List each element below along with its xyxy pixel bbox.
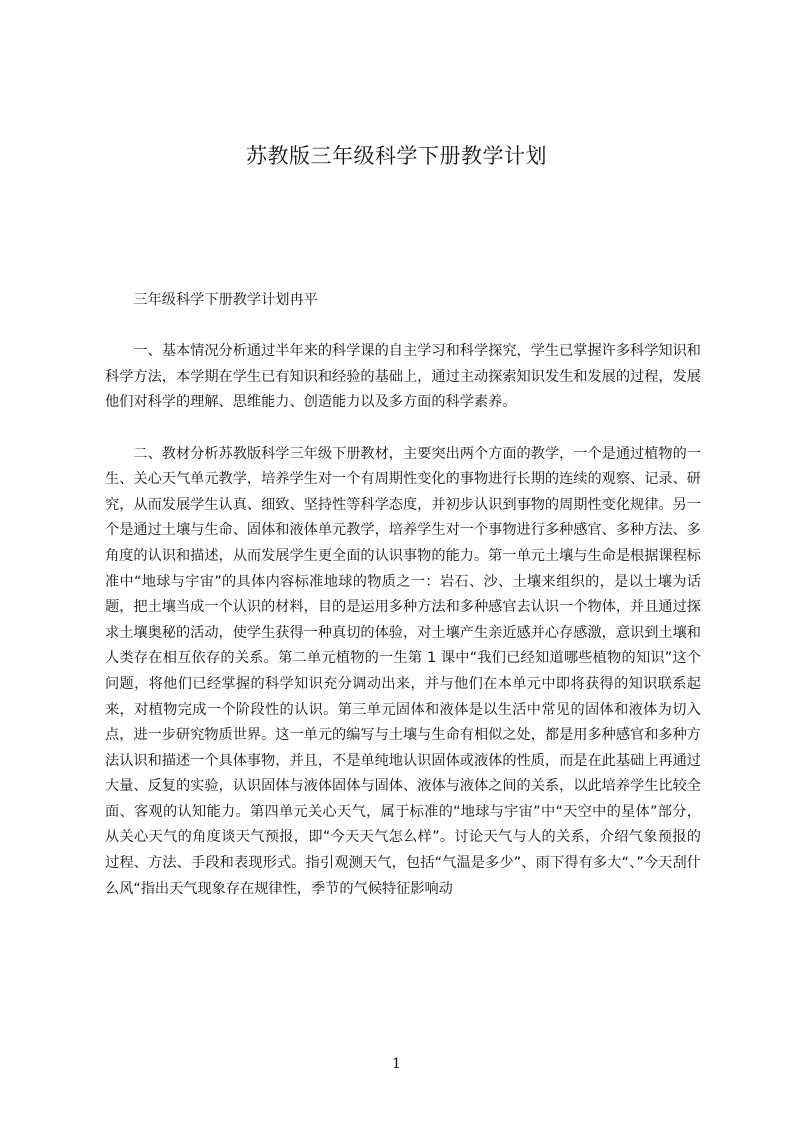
subtitle-paragraph: 三年级科学下册教学计划冉平 [133,292,318,308]
document-title: 苏教版三年级科学下册教学计划 [246,144,547,168]
page-number: 1 [392,1056,401,1072]
paragraph-textbook-analysis: 二、教材分析苏教版科学三年级下册教材，主要突出两个方面的教学，一个是通过植物的一生、关心天气单元教学，培养学生对一个有周期性变化的事物进行长期的连续的观察、记录、研究，从而发展学生认真、细致、坚持性等科学态度，并初步认识到事物的周期性变化规律。另一个是通过土壤与生命、固体和液体单元教学，培养学生对一个事物进行多种感官、多种方法、多角度的认识和描述，从而发展学生更全面的认识事物的能力。第一单元土壤与生命是根据课程标准中“地球与宇宙”的具体内容标准地球的物质之一：岩石、沙、土壤来组织的，是以土壤为话题，把土壤当成一个认识的材料，目的是运用多种方法和多种感官去认识一个物体，并且通过探求土壤奥秘的活动，使学生获得一种真切的体验，对土壤产生亲近感并心存感激，意识到土壤和人类存在相互依存的关系。第二单元植物的一生第 1 课中“我们已经知道哪些植物的知识”这个问题，将他们已经掌握的科学知识充分调动出来，并与他们在本单元中即将获得的知识联系起来，对植物完成一个阶段性的认识。第三单元固体和液体是以生活中常见的固体和液体为切入点，进一步研究物质世界。这一单元的编写与土壤与生命有相似之处，都是用多种感官和多种方法认识和描述一个具体事物，并且，不是单纯地认识固体或液体的性质，而是在此基础上再通过大量、反复的实验，认识固体与液体固体与固体、液体与液体之间的关系，以此培养学生比较全面、客观的认知能力。第四单元关心天气，属于标准的“地球与宇宙”中“天空中的星体”部分，从关心天气的角度谈天气预报，即“今天天气怎么样”。讨论天气与人的关系，介绍气象预报的过程、方法、手段和表现形式。指引观测天气，包括“气温是多少”、雨下得有多大“、”今天刮什么风“指出天气现象存在规律性，季节的气候特征影响动 [105,445,701,897]
document-body [105,288,701,902]
paragraph-basic-situation: 一、基本情况分析通过半年来的科学课的自主学习和科学探究，学生已掌握许多科学知识和科学方法，本学期在学生已有知识和经验的基础上，通过主动探索知识发生和发展的过程，发展他们对科学的理解、思维能力、创造能力以及多方面的科学素养。 [105,343,701,411]
